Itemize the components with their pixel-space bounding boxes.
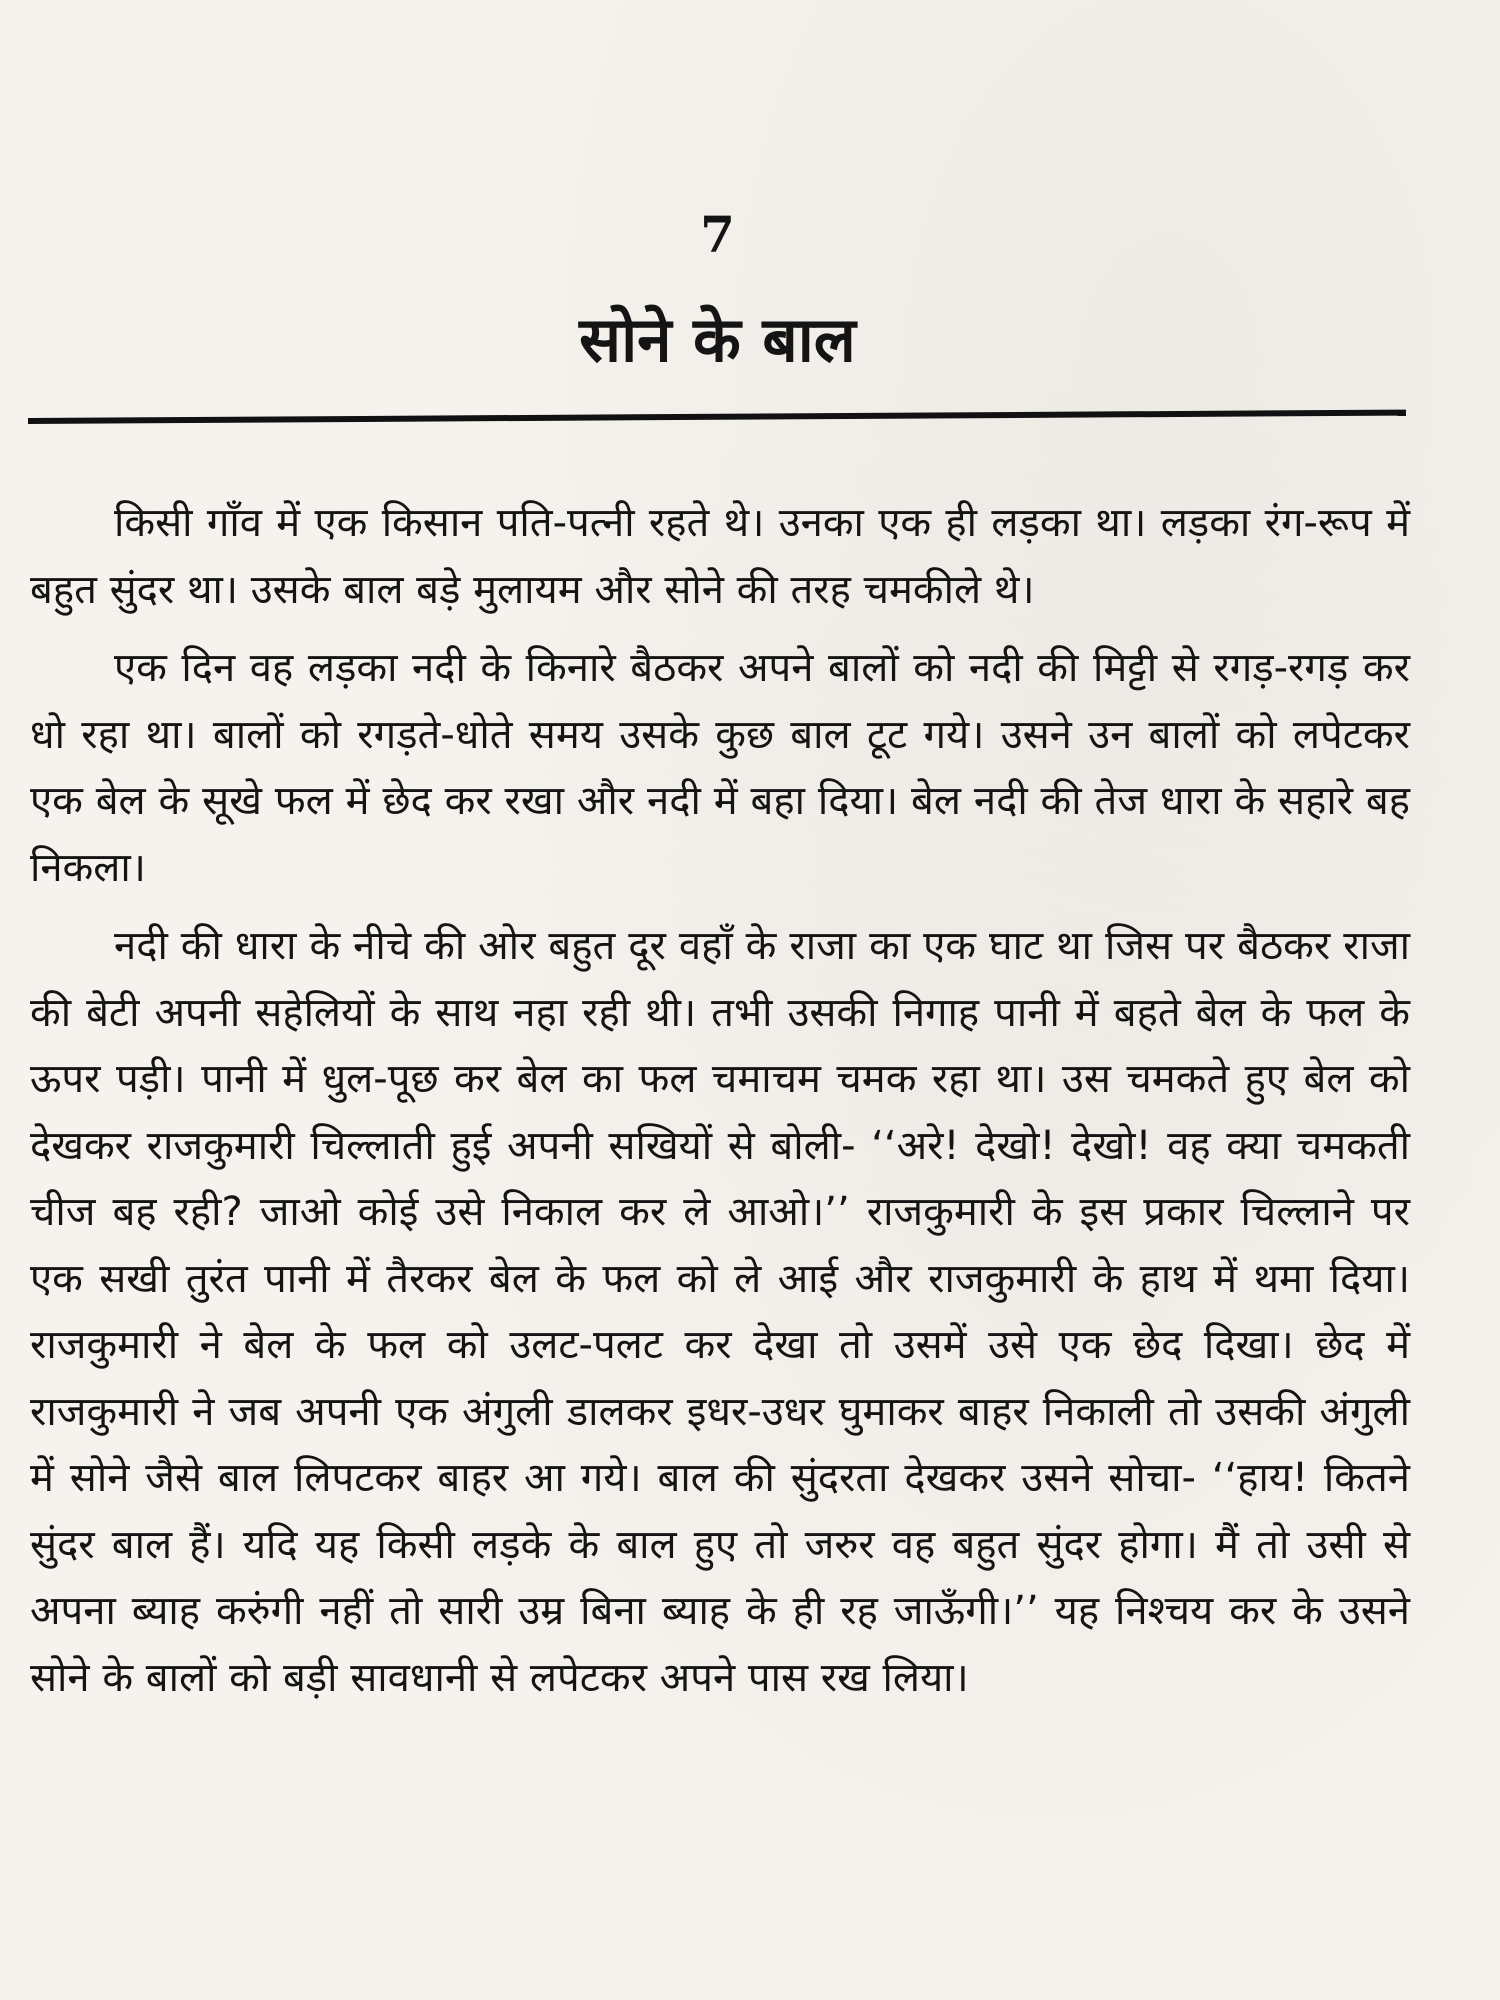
paragraph-1: किसी गाँव में एक किसान पति-पत्नी रहते थे। उनका एक ही लड़का था। लड़का रंग-रूप में बहुत सुंदर था। उसके बाल बड़े मुलायम और सोने की तरह चमकीले थे। xyxy=(30,500,1410,613)
paragraph-3: नदी की धारा के नीचे की ओर बहुत दूर वहाँ के राजा का एक घाट था जिस पर बैठकर राजा की बेटी अपनी सहेलियों के साथ नहा रही थी। तभी उसकी निगाह पानी में बहते बेल के फल के ऊपर पड़ी। पानी में धुल-पूछ कर बेल का फल चमाचम चमक रहा था। उस चमकते हुए बेल को देखकर राजकुमारी चिल्लाती हुई अपनी सखियों से बोली- ‘‘अरे! देखो! देखो! वह क्या चमकती चीज बह रही? जाओ कोई उसे निकाल कर ले आओ।’’ राजकुमारी के इस प्रकार चिल्लाने पर एक सखी तुरंत पानी में तैरकर बेल के फल को ले आई और राजकुमारी के हाथ में थमा दिया। राजकुमारी ने बेल के फल को उलट-पलट कर देखा तो उसमें उसे एक छेद दिखा। छेद में राजकुमारी ने जब अपनी एक अंगुली डालकर इधर-उधर घुमाकर बाहर निकाली तो उसकी अंगुली में सोने जैसे बाल लिपटकर बाहर आ गये। बाल की सुंदरता देखकर उसने सोचा- ‘‘हाय! कितने सुंदर बाल हैं। यदि यह किसी लड़के के बाल हुए तो जरुर वह बहुत सुंदर होगा। मैं तो उसी से अपना ब्याह करुंगी नहीं तो सारी उम्र बिना ब्याह के ही रह जाऊँगी।’’ यह निश्चय कर के उसने सोने के बालों को बड़ी सावधानी से लपेटकर अपने पास रख लिया। xyxy=(30,923,1410,1701)
chapter-title: सोने के बाल xyxy=(579,303,856,376)
story-body xyxy=(30,490,1410,1723)
title-divider xyxy=(28,410,1406,424)
chapter-number: 7 xyxy=(700,205,735,264)
paragraph-2: एक दिन वह लड़का नदी के किनारे बैठकर अपने बालों को नदी की मिट्टी से रगड़-रगड़ कर धो रहा था। बालों को रगड़ते-धोते समय उसके कुछ बाल टूट गये। उसने उन बालों को लपेटकर एक बेल के सूखे फल में छेद कर रखा और नदी में बहा दिया। बेल नदी की तेज धारा के सहारे बह निकला। xyxy=(30,645,1410,891)
